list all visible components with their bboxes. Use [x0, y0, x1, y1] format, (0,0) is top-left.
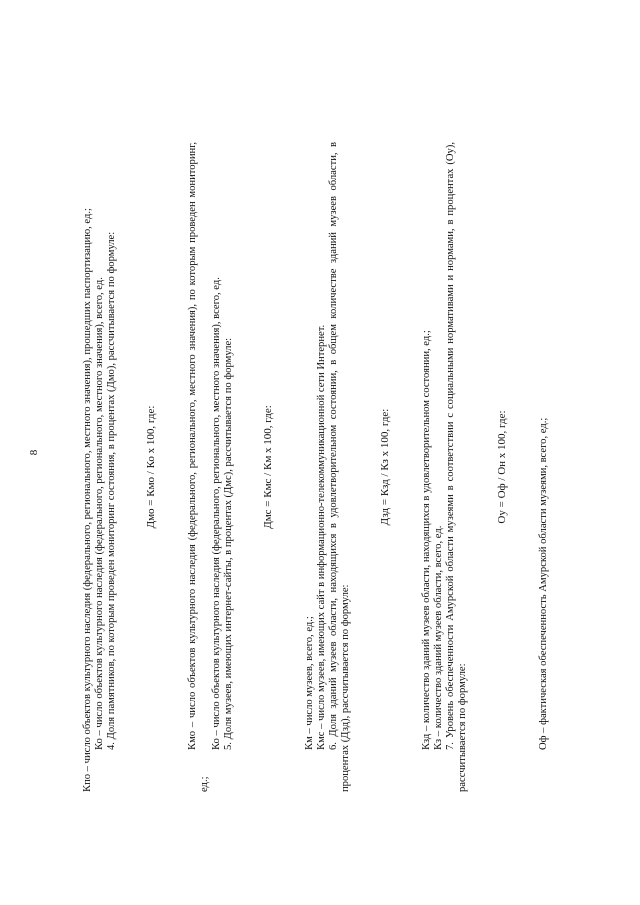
formula-dmo: Дмо = Кмо / Ко х 100, где:	[144, 405, 157, 529]
formula-dzd: Дзд = Кзд / Кз х 100, где:	[378, 408, 391, 526]
item-4-heading: 4. Доля памятников, по которым проведен мониторинг состояния, в процентах (Дмо), рассчитывается по формуле:	[106, 231, 118, 750]
definition-km: Км – число музеев, всего, ед.;	[303, 616, 315, 750]
definition-ko-2: Ко – число объектов культурного наследия (федерального, регионального, местного значения), всего, ед.	[211, 277, 223, 750]
item-5-heading: 5. Доля музеев, имеющих интернет-сайты, в процентах (Дмс), рассчитывается по формуле:	[223, 337, 235, 750]
definition-of: Оф – фактическая обеспеченность Амурской области музеями, всего, ед.;	[537, 417, 549, 750]
item-6-heading: 6. Доля зданий музеев области, находящихся в удовлетворительном состоянии, в общем количестве зданий музеев области, в процентах (Дзд), рассчитывается по формуле:	[328, 142, 352, 792]
definition-kz: Кз – количество зданий музеев области, всего, ед.	[433, 525, 445, 750]
definition-kpo: Кпо – число объектов культурного наследия (федерального, регионального, местного значения), прошедших паспортизацию, ед.;	[82, 208, 93, 792]
formula-dms: Дмс = Кмс / Км х 100, где:	[261, 405, 274, 529]
formula-oy: Оу = Оф / Он х 100, где:	[495, 410, 508, 524]
item-7-heading: 7. Уровень обеспеченности Амурской области музеями в соответствии с социальными нормативами и нормами, в процентах (Оу), рассчитывается по формуле:	[445, 142, 469, 792]
definition-kzd: Кзд – количество зданий музеев области, находящихся в удовлетворительном состоянии, ед.;	[420, 330, 432, 750]
document-body	[82, 142, 550, 792]
page-number: 8	[28, 449, 40, 456]
definition-kms: Кмс – число музеев, имеющих сайт в информационно-телекоммуникационной сети Интернет.	[316, 324, 328, 750]
definition-kmo: Кмо – число объектов культурного наследия (федерального, регионального, местного значения), по которым проведен мониторинг, ед.;	[186, 142, 211, 792]
definition-ko: Ко – число объектов культурного наследия (федерального, регионального, местного значения), всего, ед.	[94, 277, 106, 750]
